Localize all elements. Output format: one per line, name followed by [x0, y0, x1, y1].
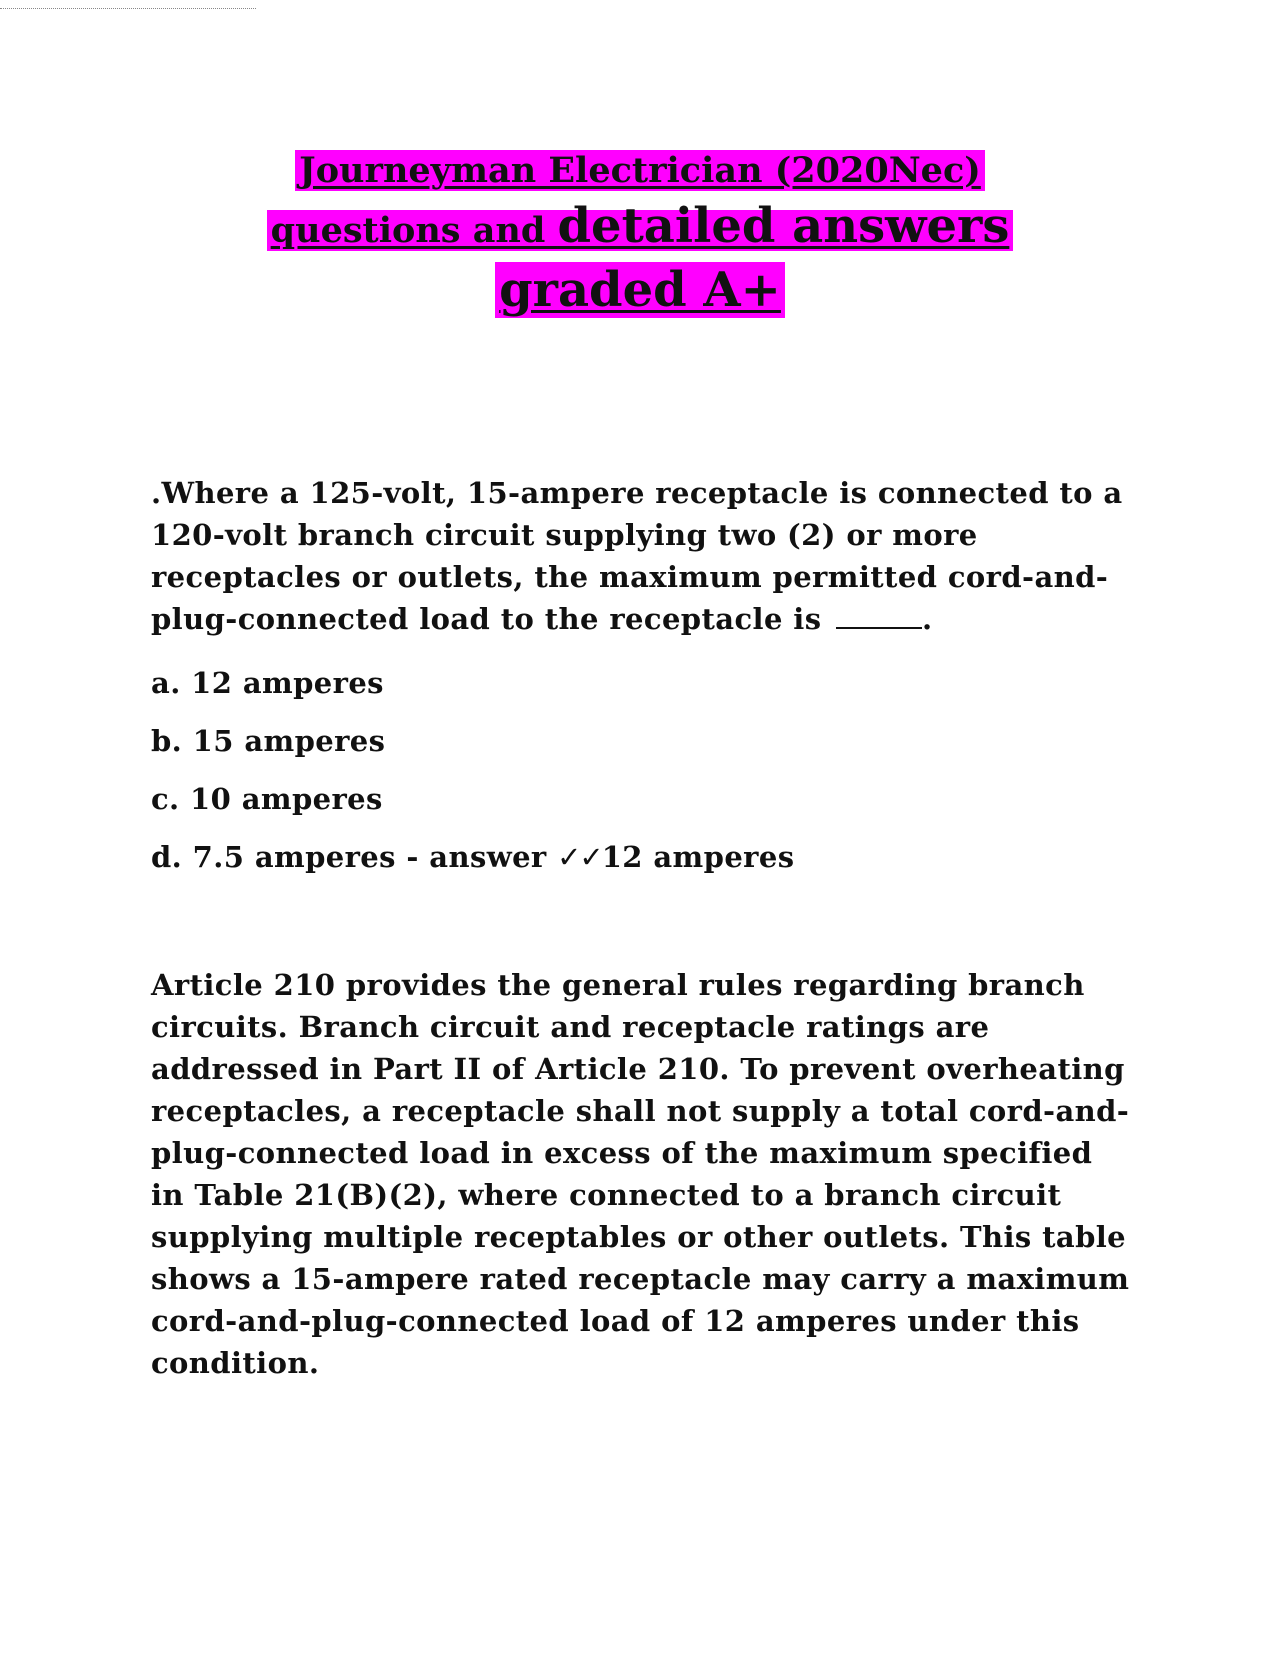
option-c: c. 10 amperes	[151, 782, 383, 816]
question-body: .Where a 125-volt, 15-ampere receptacle is connected to a 120-volt branch circuit supplying two (2) or more receptacles or outlets, the maximum permitted cord-and-plug-connected load to the receptacle is	[151, 476, 1123, 636]
title-line-3	[150, 262, 1130, 320]
title-line-2-small: questions and	[270, 210, 558, 251]
answer-blank	[836, 599, 922, 629]
title-line-2-large: detailed answers	[557, 198, 1010, 254]
question-text	[151, 472, 1131, 640]
answer-explanation: Article 210 provides the general rules regarding branch circuits. Branch circuit and receptacle ratings are addressed in Part II of Article 210. To prevent overheating receptacles, a receptacle shall not supply a total cord-and-plug-connected load in excess of the maximum specified in Table 21(B)(2), where connected to a branch circuit supplying multiple receptables or other outlets. This table shows a 15-ampere rated receptacle may carry a maximum cord-and-plug-connected load of 12 amperes under this condition.	[151, 968, 1130, 1380]
check-mark-icon: ✓✓	[557, 840, 602, 874]
question-end: .	[921, 602, 933, 636]
title-line-1-text: Journeyman Electrician (2020Nec)	[295, 150, 985, 191]
title-line-1	[150, 150, 1130, 192]
option-d	[151, 828, 1131, 886]
option-b: b. 15 amperes	[151, 724, 386, 758]
title-line-2-text	[267, 198, 1014, 254]
title-line-2	[150, 198, 1130, 256]
title-line-3-text: graded A+	[495, 262, 785, 318]
top-dotted-rule	[0, 8, 256, 9]
option-a: a. 12 amperes	[151, 666, 384, 700]
document-title	[150, 150, 1130, 325]
correct-answer: 12 amperes	[601, 840, 795, 874]
document-body	[151, 472, 1131, 1384]
answer-options	[151, 654, 1131, 886]
option-d-text: d. 7.5 amperes - answer	[151, 840, 547, 874]
